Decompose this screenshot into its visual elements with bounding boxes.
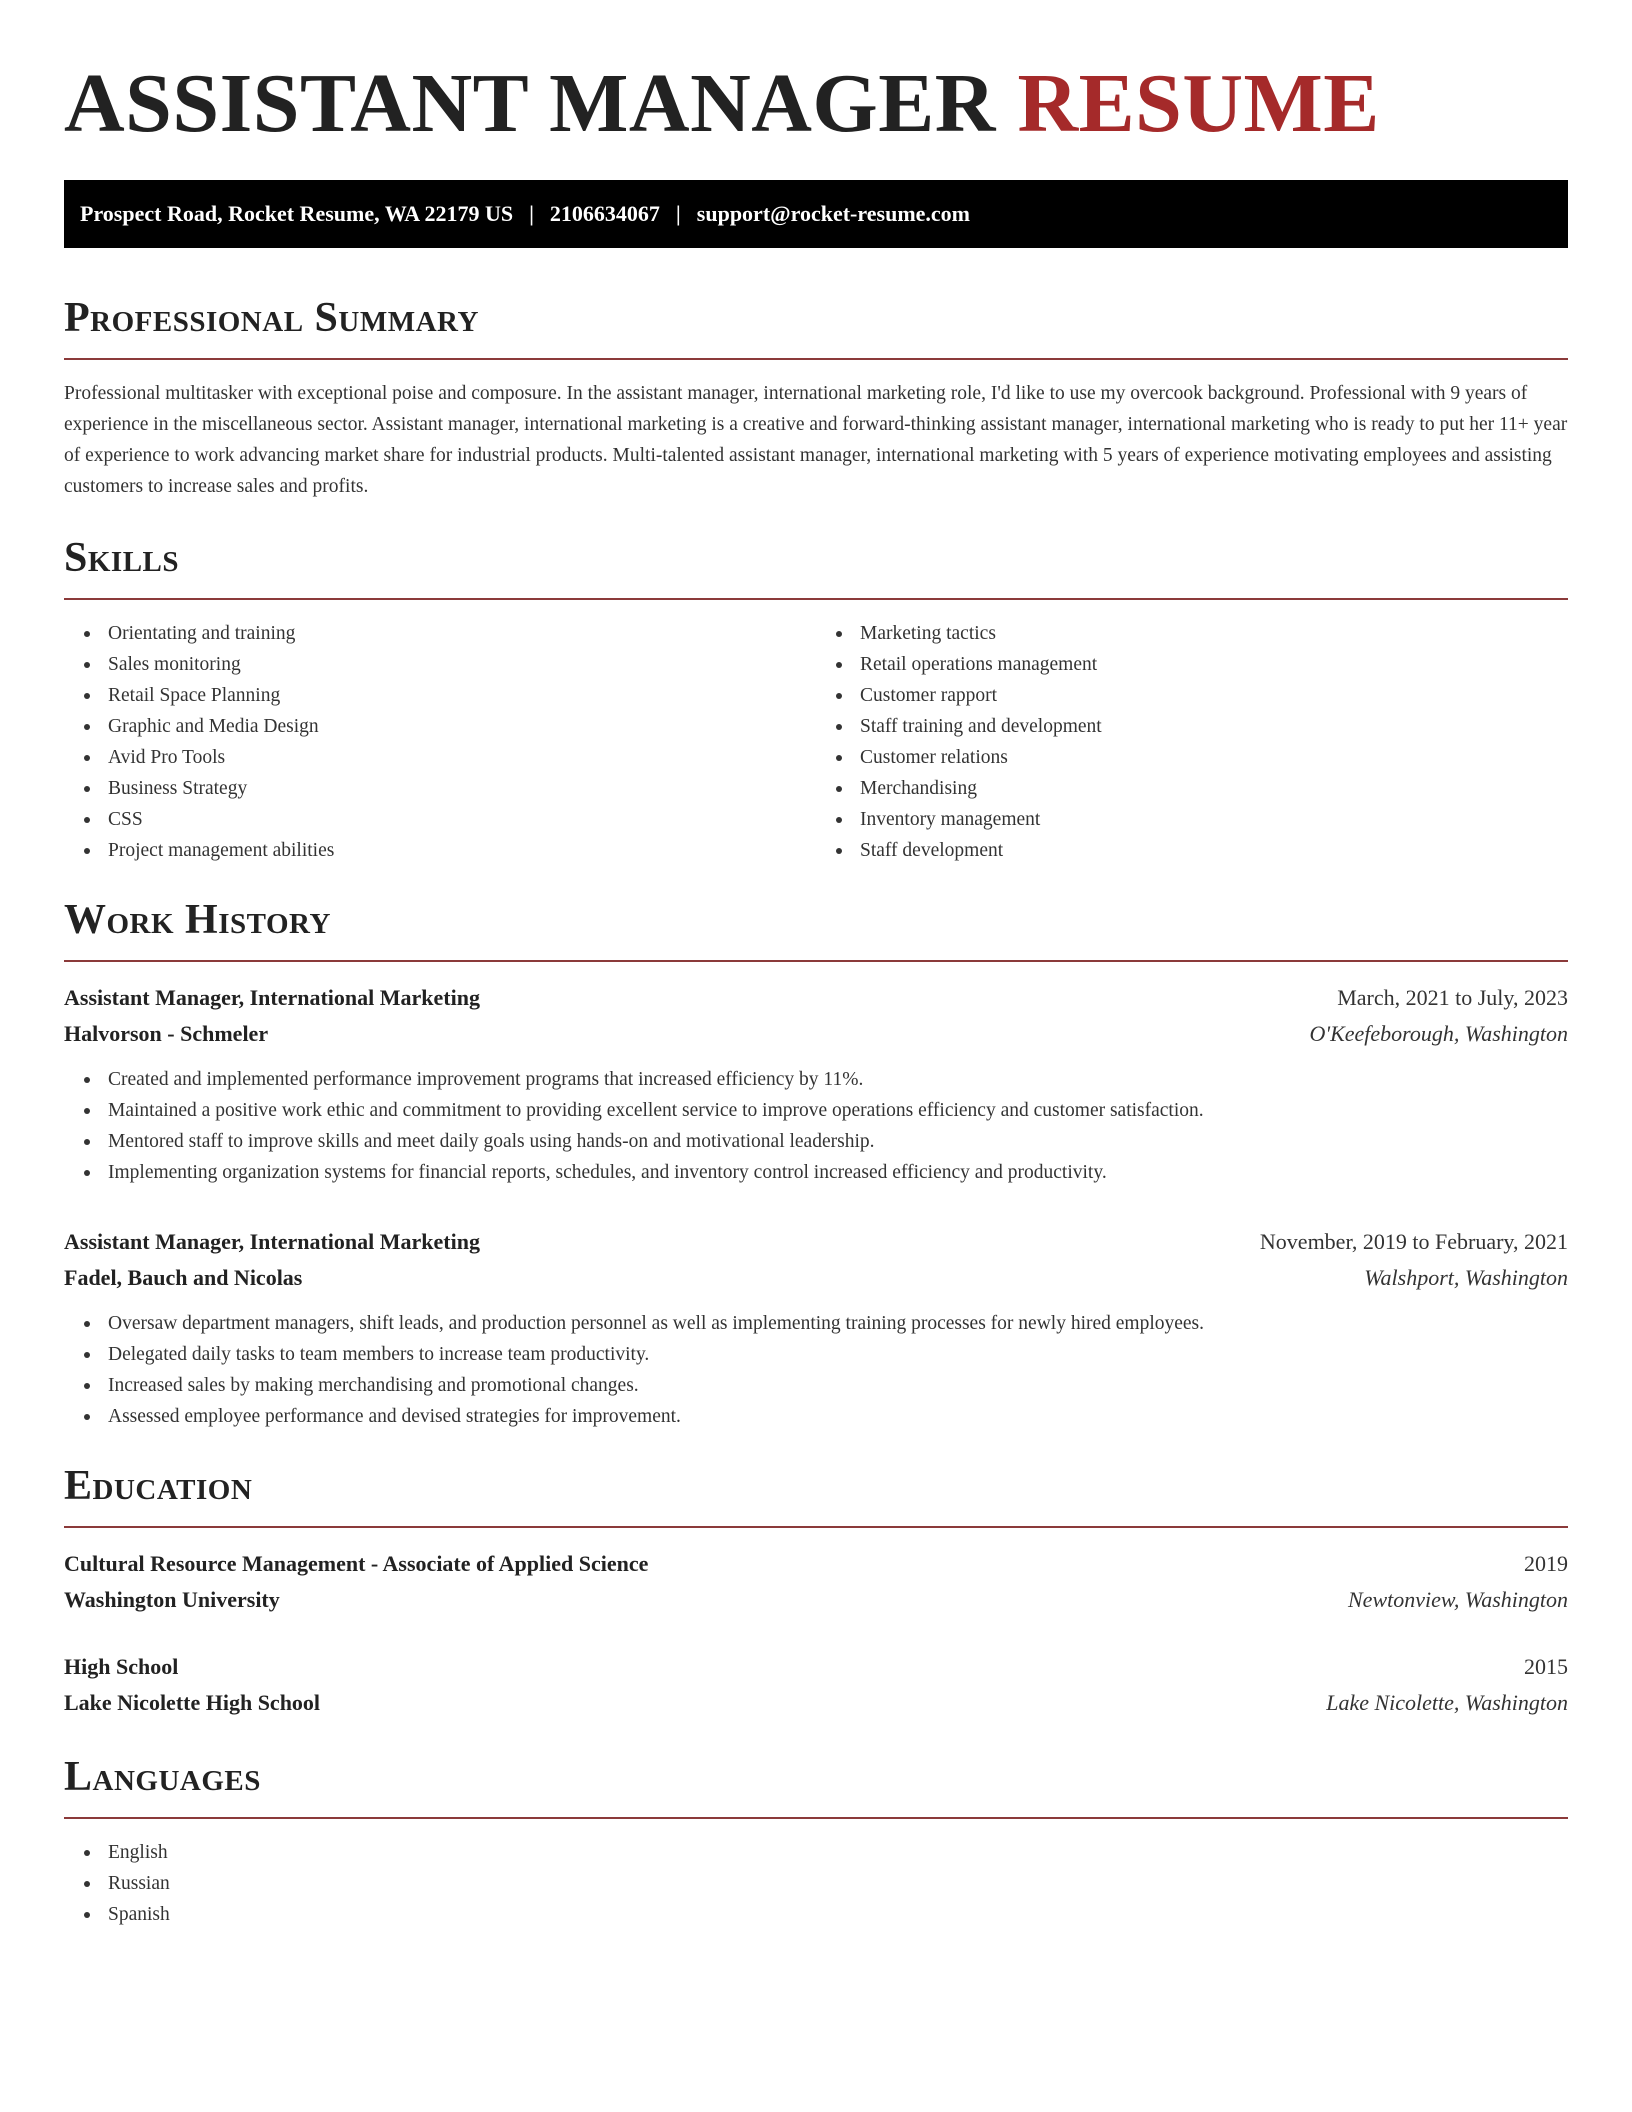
skill-item: Sales monitoring <box>108 649 816 680</box>
education-entry <box>64 1546 1568 1618</box>
job-title: Assistant Manager, International Marketing <box>64 1229 480 1254</box>
education-year: 2019 <box>1524 1551 1568 1576</box>
work-history-heading: Work History <box>64 897 331 943</box>
contact-address: Prospect Road, Rocket Resume, WA 22179 US <box>80 201 514 226</box>
work-history-section <box>64 894 1568 1432</box>
education-year: 2015 <box>1524 1654 1568 1679</box>
job-title-row <box>64 1224 1568 1260</box>
languages-section <box>64 1751 1568 1930</box>
contact-email: support@rocket-resume.com <box>696 201 970 226</box>
skill-item: Customer relations <box>860 742 1568 773</box>
education-degree: Cultural Resource Management - Associate of Applied Science <box>64 1551 649 1576</box>
skill-item: Orientating and training <box>108 618 816 649</box>
contact-separator: | <box>675 201 681 226</box>
section-divider <box>64 1526 1568 1528</box>
education-location: Newtonview, Washington <box>1348 1587 1568 1612</box>
skill-item: Marketing tactics <box>860 618 1568 649</box>
skill-item: CSS <box>108 804 816 835</box>
skills-list-right <box>816 618 1568 866</box>
skill-item: Business Strategy <box>108 773 816 804</box>
contact-bar <box>64 180 1568 248</box>
education-school-row <box>64 1582 1568 1618</box>
language-item: Russian <box>108 1868 1568 1899</box>
education-entry <box>64 1649 1568 1721</box>
skill-item: Retail operations management <box>860 649 1568 680</box>
summary-text: Professional multitasker with exceptional poise and composure. In the assistant manager, international marketing role, I'd like to use my overcook background. Professional with 9 years of experience in the miscellaneous sector. Assistant manager, international marketing is a creative and forward-thinking assistant manager, international marketing who is ready to put her 11+ year of experience to work advancing market share for industrial products. Multi-talented assistant manager, international marketing with 5 years of experience motivating employees and assisting customers to increase sales and profits. <box>64 383 1568 497</box>
education-heading: Education <box>64 1463 253 1509</box>
summary-section <box>64 292 1568 502</box>
section-divider <box>64 1817 1568 1819</box>
job-dates: November, 2019 to February, 2021 <box>1259 1229 1568 1254</box>
education-school: Lake Nicolette High School <box>64 1690 321 1715</box>
skill-item: Retail Space Planning <box>108 680 816 711</box>
job-bullet: Delegated daily tasks to team members to increase team productivity. <box>108 1339 1568 1370</box>
resume-title-accent: RESUME <box>1017 57 1380 150</box>
language-item: Spanish <box>108 1899 1568 1930</box>
resume-title <box>64 56 1568 152</box>
section-divider <box>64 598 1568 600</box>
job-bullet: Oversaw department managers, shift leads, and production personnel as well as implementing training processes for newly hired employees. <box>108 1308 1568 1339</box>
job-company-row <box>64 1260 1568 1296</box>
skill-item: Staff training and development <box>860 711 1568 742</box>
education-section <box>64 1460 1568 1721</box>
job-bullet: Created and implemented performance improvement programs that increased efficiency by 11%. <box>108 1064 1568 1095</box>
education-degree-row <box>64 1649 1568 1685</box>
skill-item: Avid Pro Tools <box>108 742 816 773</box>
skill-item: Customer rapport <box>860 680 1568 711</box>
education-degree: High School <box>64 1654 179 1679</box>
job-bullets <box>64 1064 1568 1188</box>
job-entry <box>64 1224 1568 1432</box>
skills-grid <box>64 618 1568 866</box>
job-bullet: Increased sales by making merchandising and promotional changes. <box>108 1370 1568 1401</box>
section-divider <box>64 960 1568 962</box>
job-title-row <box>64 980 1568 1016</box>
job-company: Halvorson - Schmeler <box>64 1021 269 1046</box>
education-location: Lake Nicolette, Washington <box>1326 1690 1568 1715</box>
education-school-row <box>64 1685 1568 1721</box>
job-bullets <box>64 1308 1568 1432</box>
job-dates: March, 2021 to July, 2023 <box>1337 985 1568 1010</box>
skill-item: Inventory management <box>860 804 1568 835</box>
job-entry <box>64 980 1568 1188</box>
job-title: Assistant Manager, International Marketing <box>64 985 480 1010</box>
skill-item: Merchandising <box>860 773 1568 804</box>
skills-list-left <box>64 618 816 866</box>
resume-title-main: ASSISTANT MANAGER <box>64 57 996 150</box>
skill-item: Staff development <box>860 835 1568 866</box>
language-item: English <box>108 1837 1568 1868</box>
job-bullet: Assessed employee performance and devised strategies for improvement. <box>108 1401 1568 1432</box>
education-school: Washington University <box>64 1587 280 1612</box>
job-location: O'Keefeborough, Washington <box>1309 1021 1568 1046</box>
skill-item: Project management abilities <box>108 835 816 866</box>
skill-item: Graphic and Media Design <box>108 711 816 742</box>
contact-phone: 2106634067 <box>549 201 660 226</box>
job-bullet: Mentored staff to improve skills and meet daily goals using hands-on and motivational leadership. <box>108 1126 1568 1157</box>
languages-heading: Languages <box>64 1754 261 1800</box>
skills-heading: Skills <box>64 535 180 581</box>
job-bullet: Maintained a positive work ethic and commitment to providing excellent service to improve operations efficiency and customer satisfaction. <box>108 1095 1568 1126</box>
education-degree-row <box>64 1546 1568 1582</box>
contact-separator: | <box>529 201 534 226</box>
skills-section <box>64 532 1568 866</box>
job-company: Fadel, Bauch and Nicolas <box>64 1265 303 1290</box>
job-bullet: Implementing organization systems for financial reports, schedules, and inventory control increased efficiency and productivity. <box>108 1157 1568 1188</box>
section-divider <box>64 358 1568 360</box>
job-location: Walshport, Washington <box>1364 1265 1568 1290</box>
job-company-row <box>64 1016 1568 1052</box>
languages-list <box>64 1837 1568 1930</box>
summary-heading: Professional Summary <box>64 295 479 341</box>
